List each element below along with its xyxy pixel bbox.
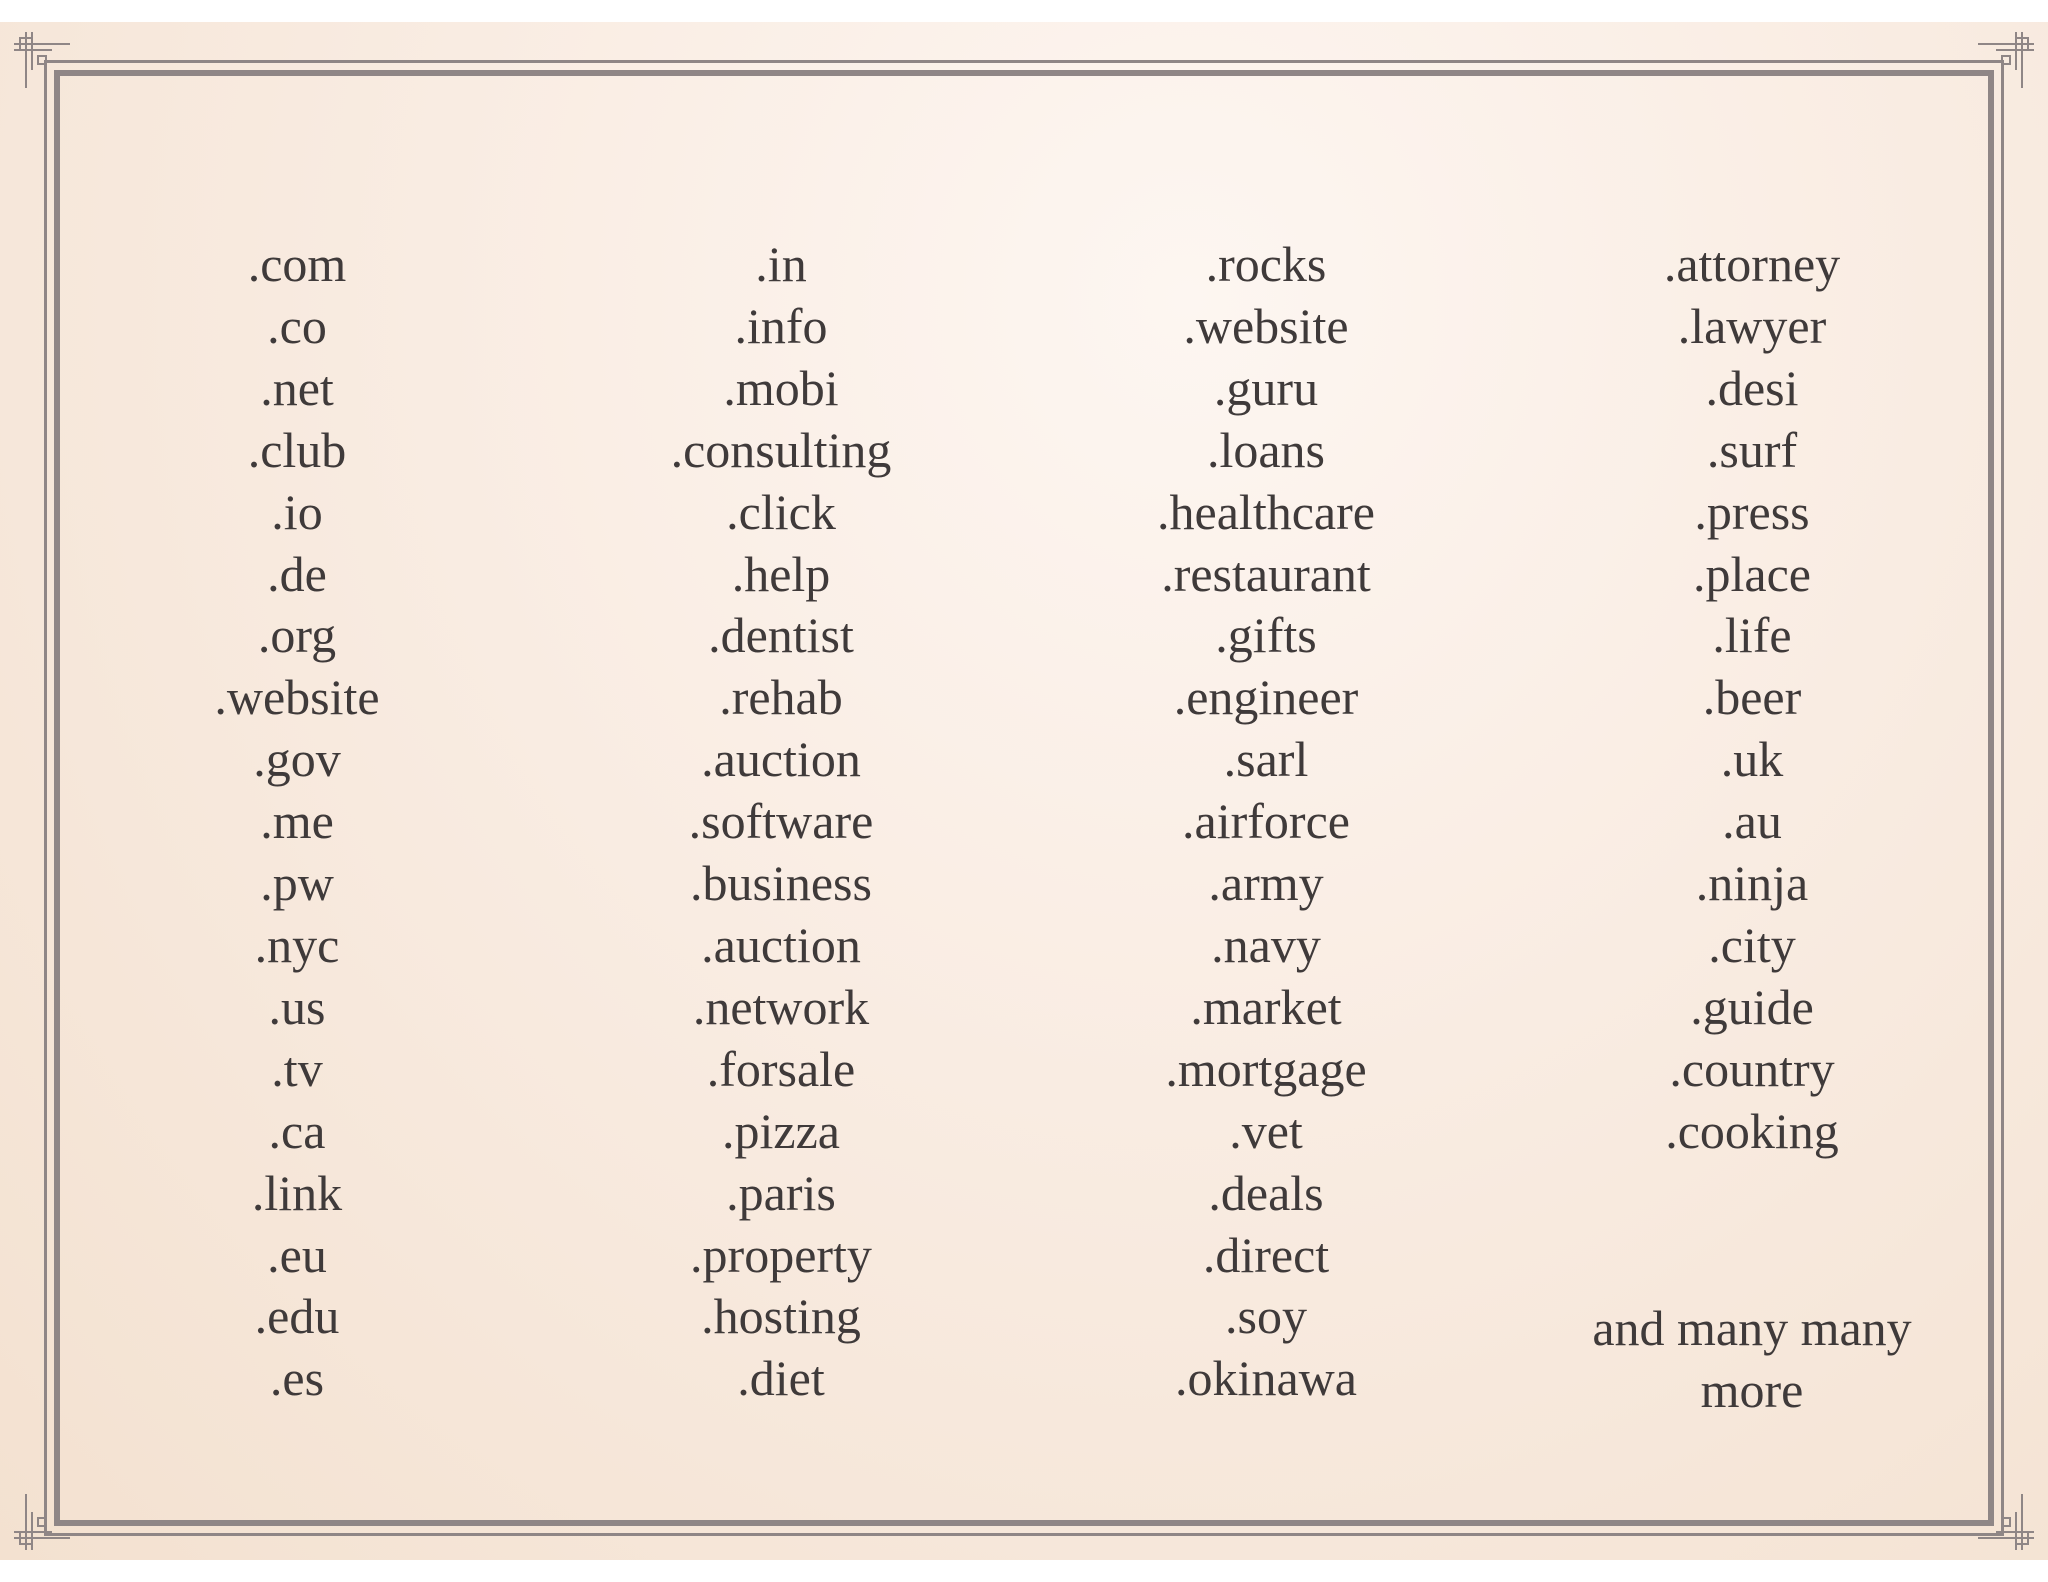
domain-item: .navy bbox=[1211, 916, 1321, 973]
domain-item: .us bbox=[268, 978, 326, 1035]
domain-item: .life bbox=[1712, 607, 1792, 664]
domain-item: .tv bbox=[271, 1040, 323, 1097]
domain-item: .diet bbox=[737, 1350, 825, 1407]
domain-item: .club bbox=[247, 421, 347, 478]
domain-item: .hosting bbox=[701, 1288, 861, 1345]
domain-item: .click bbox=[726, 483, 836, 540]
domain-item: .auction bbox=[701, 731, 861, 788]
domain-item: .paris bbox=[726, 1164, 836, 1221]
domain-item: .dentist bbox=[708, 607, 854, 664]
domain-item: .guru bbox=[1213, 359, 1319, 416]
domain-item: .link bbox=[251, 1164, 343, 1221]
domain-item: .rocks bbox=[1205, 236, 1327, 292]
domain-item: .healthcare bbox=[1157, 483, 1375, 540]
domain-item: .website bbox=[1183, 297, 1349, 354]
domain-item: .market bbox=[1190, 978, 1342, 1035]
domain-item: .okinawa bbox=[1175, 1350, 1357, 1407]
domain-item: .software bbox=[688, 793, 874, 850]
domain-item: .forsale bbox=[706, 1040, 856, 1097]
domain-item: .eu bbox=[267, 1226, 327, 1283]
more-note-line-2: more bbox=[1700, 1361, 1804, 1418]
domain-column-2 bbox=[541, 234, 1021, 1410]
domain-item: .attorney bbox=[1663, 236, 1841, 292]
domain-item: .lawyer bbox=[1677, 297, 1827, 354]
domain-item: .au bbox=[1722, 793, 1782, 850]
domain-item: .uk bbox=[1720, 731, 1784, 788]
more-note bbox=[1512, 1298, 1992, 1422]
domain-item: .mobi bbox=[723, 359, 839, 416]
domain-item: .mortgage bbox=[1165, 1040, 1367, 1097]
domain-item: .info bbox=[734, 297, 828, 354]
domain-item: .country bbox=[1669, 1040, 1835, 1097]
domain-item: .com bbox=[247, 236, 347, 292]
domain-item: .sarl bbox=[1223, 731, 1309, 788]
domain-item: .loans bbox=[1206, 421, 1326, 478]
domain-item: .beer bbox=[1702, 669, 1802, 726]
domain-item: .net bbox=[260, 359, 334, 416]
domain-item: .restaurant bbox=[1161, 545, 1371, 602]
domain-item: .consulting bbox=[670, 421, 892, 478]
domain-item: .org bbox=[257, 607, 337, 664]
domain-item: .pw bbox=[260, 855, 334, 912]
domain-item: .guide bbox=[1690, 978, 1814, 1035]
domain-column-1 bbox=[57, 234, 537, 1410]
domain-item: .de bbox=[267, 545, 327, 602]
domain-item: .property bbox=[690, 1226, 872, 1283]
more-note-line-1: and many many bbox=[1592, 1300, 1912, 1356]
domain-item: .es bbox=[269, 1350, 325, 1407]
domain-item: .surf bbox=[1706, 421, 1798, 478]
domain-item: .auction bbox=[701, 916, 861, 973]
domain-item: .co bbox=[267, 297, 327, 354]
domain-item: .desi bbox=[1705, 359, 1799, 416]
domain-item: .cooking bbox=[1665, 1102, 1839, 1159]
domain-item: .ca bbox=[268, 1102, 326, 1159]
domain-item: .in bbox=[755, 236, 807, 292]
domain-item: .press bbox=[1694, 483, 1810, 540]
domain-item: .engineer bbox=[1173, 669, 1359, 726]
domain-item: .nyc bbox=[254, 916, 340, 973]
domain-item: .ninja bbox=[1695, 855, 1809, 912]
domain-item: .airforce bbox=[1182, 793, 1350, 850]
domain-item: .deals bbox=[1208, 1164, 1324, 1221]
domain-column-4 bbox=[1512, 234, 1992, 1163]
domain-item: .city bbox=[1708, 916, 1796, 973]
domain-item: .soy bbox=[1225, 1288, 1307, 1345]
paper-sheet bbox=[0, 22, 2048, 1560]
domain-item: .gov bbox=[253, 731, 341, 788]
domain-item: .me bbox=[260, 793, 334, 850]
domain-item: .army bbox=[1208, 855, 1324, 912]
domain-item: .vet bbox=[1229, 1102, 1303, 1159]
domain-item: .gifts bbox=[1215, 607, 1317, 664]
domain-item: .direct bbox=[1202, 1226, 1330, 1283]
domain-item: .network bbox=[692, 978, 870, 1035]
domain-item: .help bbox=[731, 545, 831, 602]
domain-item: .website bbox=[214, 669, 380, 726]
domain-item: .business bbox=[690, 855, 872, 912]
domain-item: .pizza bbox=[722, 1102, 840, 1159]
domain-list bbox=[0, 22, 2048, 1560]
domain-item: .rehab bbox=[719, 669, 843, 726]
domain-column-3 bbox=[1026, 234, 1506, 1410]
domain-item: .place bbox=[1693, 545, 1811, 602]
domain-item: .io bbox=[271, 483, 323, 540]
domain-item: .edu bbox=[254, 1288, 340, 1345]
